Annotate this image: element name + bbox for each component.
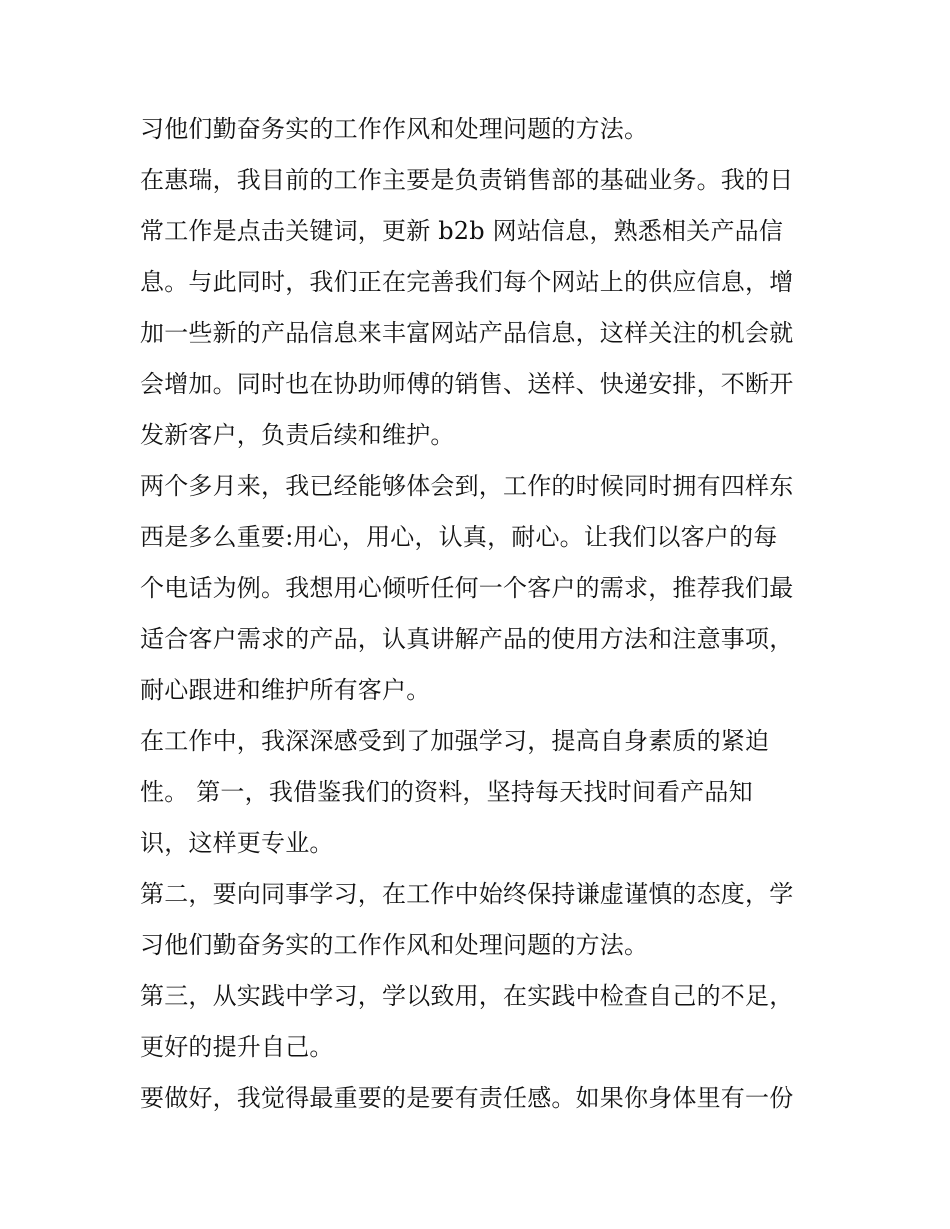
- text-line: 习他们勤奋务实的工作作风和处理问题的方法。: [140, 115, 649, 143]
- text-line: 要做好，我觉得最重要的是要有责任感。如果你身体里有一份: [140, 1084, 794, 1112]
- text-line: 个电话为例。我想用心倾听任何一个客户的需求，推荐我们最: [140, 574, 794, 602]
- text-line: 西是多么重要:用心，用心，认真，耐心。让我们以客户的每: [140, 523, 778, 551]
- text-line: 加一些新的产品信息来丰富网站产品信息，这样关注的机会就: [140, 319, 794, 347]
- text-line: 耐心跟进和维护所有客户。: [140, 676, 431, 704]
- text-line: 适合客户需求的产品，认真讲解产品的使用方法和注意事项，: [140, 625, 794, 653]
- text-line: 在惠瑞，我目前的工作主要是负责销售部的基础业务。我的日: [140, 166, 794, 194]
- text-line: 息。与此同时，我们正在完善我们每个网站上的供应信息，增: [140, 268, 794, 296]
- text-line: 第二，要向同事学习，在工作中始终保持谦虚谨慎的态度，学: [140, 880, 794, 908]
- text-line: 在工作中，我深深感受到了加强学习，提高自身素质的紧迫: [140, 727, 770, 755]
- text-line: 会增加。同时也在协助师傅的销售、送样、快递安排，不断开: [140, 370, 794, 398]
- text-line: 识，这样更专业。: [140, 829, 334, 857]
- text-line: 性。 第一，我借鉴我们的资料，坚持每天找时间看产品知: [140, 778, 753, 806]
- text-line: 第三，从实践中学习，学以致用，在实践中检查自己的不足，: [140, 982, 794, 1010]
- text-line: 发新客户，负责后续和维护。: [140, 421, 455, 449]
- text-line: 两个多月来，我已经能够体会到，工作的时候同时拥有四样东: [140, 472, 794, 500]
- text-line: 更好的提升自己。: [140, 1033, 334, 1061]
- text-line: 习他们勤奋务实的工作作风和处理问题的方法。: [140, 931, 649, 959]
- text-line: 常工作是点击关键词，更新 b2b 网站信息，熟悉相关产品信: [140, 217, 784, 245]
- document-body: [140, 104, 820, 1124]
